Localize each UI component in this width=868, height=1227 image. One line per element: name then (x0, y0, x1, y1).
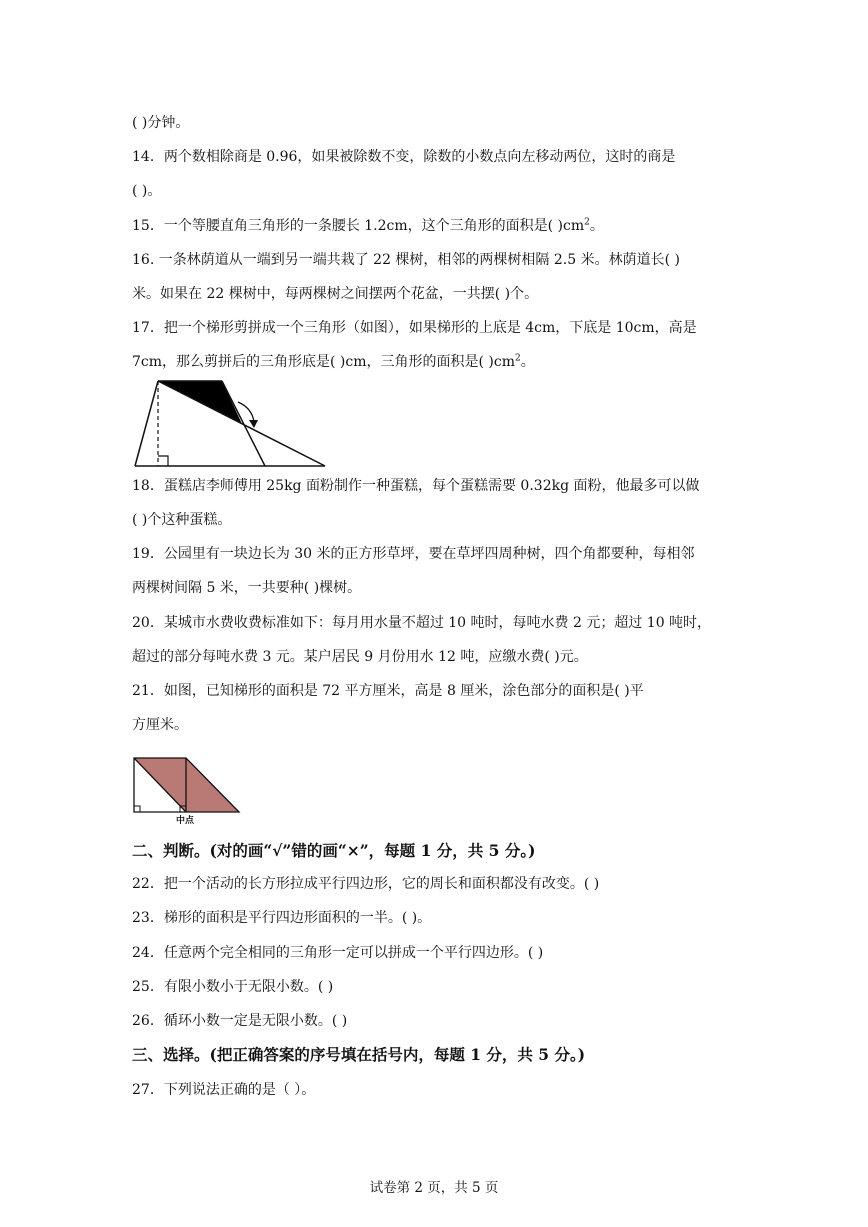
q20-line1: 20．某城市水费收费标准如下：每月用水量不超过 10 吨时，每吨水费 2 元；超过 10 吨时， (132, 615, 712, 631)
q17-line2-text: 7cm，那么剪拼后的三角形底是( )cm，三角形的面积是( )cm (132, 354, 516, 370)
q17-line1: 17．把一个梯形剪拼成一个三角形（如图），如果梯形的上底是 4cm，下底是 10cm，高是 (132, 320, 697, 336)
q13-tail: ( )分钟。 (132, 115, 190, 131)
q22: 22．把一个活动的长方形拉成平行四边形，它的周长和面积都没有改变。( ) (132, 876, 600, 892)
q21-right-angle (134, 806, 140, 812)
section2-title: 二、判断。(对的画“√”错的画“×”，每题 1 分，共 5 分。) (132, 841, 536, 860)
q23: 23．梯形的面积是平行四边形面积的一半。( )。 (132, 910, 432, 926)
q17-right-angle (158, 456, 168, 466)
page-footer: 试卷第 2 页，共 5 页 (369, 1180, 499, 1196)
q19-line2: 两棵树间隔 5 米，一共要种( )棵树。 (132, 580, 362, 596)
q17-sup: 2 (515, 353, 521, 364)
q18-line1: 18．蛋糕店李师傅用 25kg 面粉制作一种蛋糕，每个蛋糕需要 0.32kg 面粉，他最多可以做 (132, 478, 700, 494)
q15-sup: 2 (584, 217, 590, 228)
q21-line2: 方厘米。 (132, 717, 188, 733)
section3-title: 三、选择。(把正确答案的序号填在括号内，每题 1 分，共 5 分。) (132, 1045, 586, 1064)
q15-text: 15．一个等腰直角三角形的一条腰长 1.2cm，这个三角形的面积是( )cm (132, 218, 585, 234)
q17-cut-line (158, 381, 325, 466)
q17-right-side (222, 381, 265, 466)
q17-arrow-head (249, 420, 258, 428)
q18-line2: ( )个这种蛋糕。 (132, 512, 232, 528)
q20-line2: 超过的部分每吨水费 3 元。某户居民 9 月份用水 12 吨，应缴水费( )元。 (132, 649, 588, 665)
q16-line2: 米。如果在 22 棵树中，每两棵树之间摆两个花盆，一共摆( )个。 (132, 286, 539, 302)
q15 (132, 216, 604, 236)
q19-line1: 19．公园里有一块边长为 30 米的正方形草坪，要在草坪四周种树，四个角都要种，每相邻 (132, 546, 695, 562)
q25: 25．有限小数小于无限小数。( ) (132, 979, 334, 995)
q21-midpoint-label: 中点 (176, 816, 195, 826)
q14-line1: 14．两个数相除商是 0.96，如果被除数不变，除数的小数点向左移动两位，这时的商是 (132, 149, 676, 165)
q21-figure (131, 756, 243, 826)
q26: 26．循环小数一定是无限小数。( ) (132, 1013, 348, 1029)
q21-line1: 21．如图，已知梯形的面积是 72 平方厘米，高是 8 厘米，涂色部分的面积是( )平 (132, 683, 644, 699)
q14-line2: ( )。 (132, 183, 162, 199)
q27: 27．下列说法正确的是（ ）。 (132, 1082, 316, 1098)
q24: 24．任意两个完全相同的三角形一定可以拼成一个平行四边形。( ) (132, 945, 544, 961)
q16-line1: 16. 一条林荫道从一端到另一端共栽了 22 棵树，相邻的两棵树相隔 2.5 米。林荫道长( ) (132, 252, 680, 268)
q17-figure (130, 378, 330, 470)
q15-end: 。 (589, 218, 604, 234)
q17-line2 (132, 352, 535, 372)
q17-left-side (135, 381, 158, 466)
q17-end: 。 (520, 354, 535, 370)
